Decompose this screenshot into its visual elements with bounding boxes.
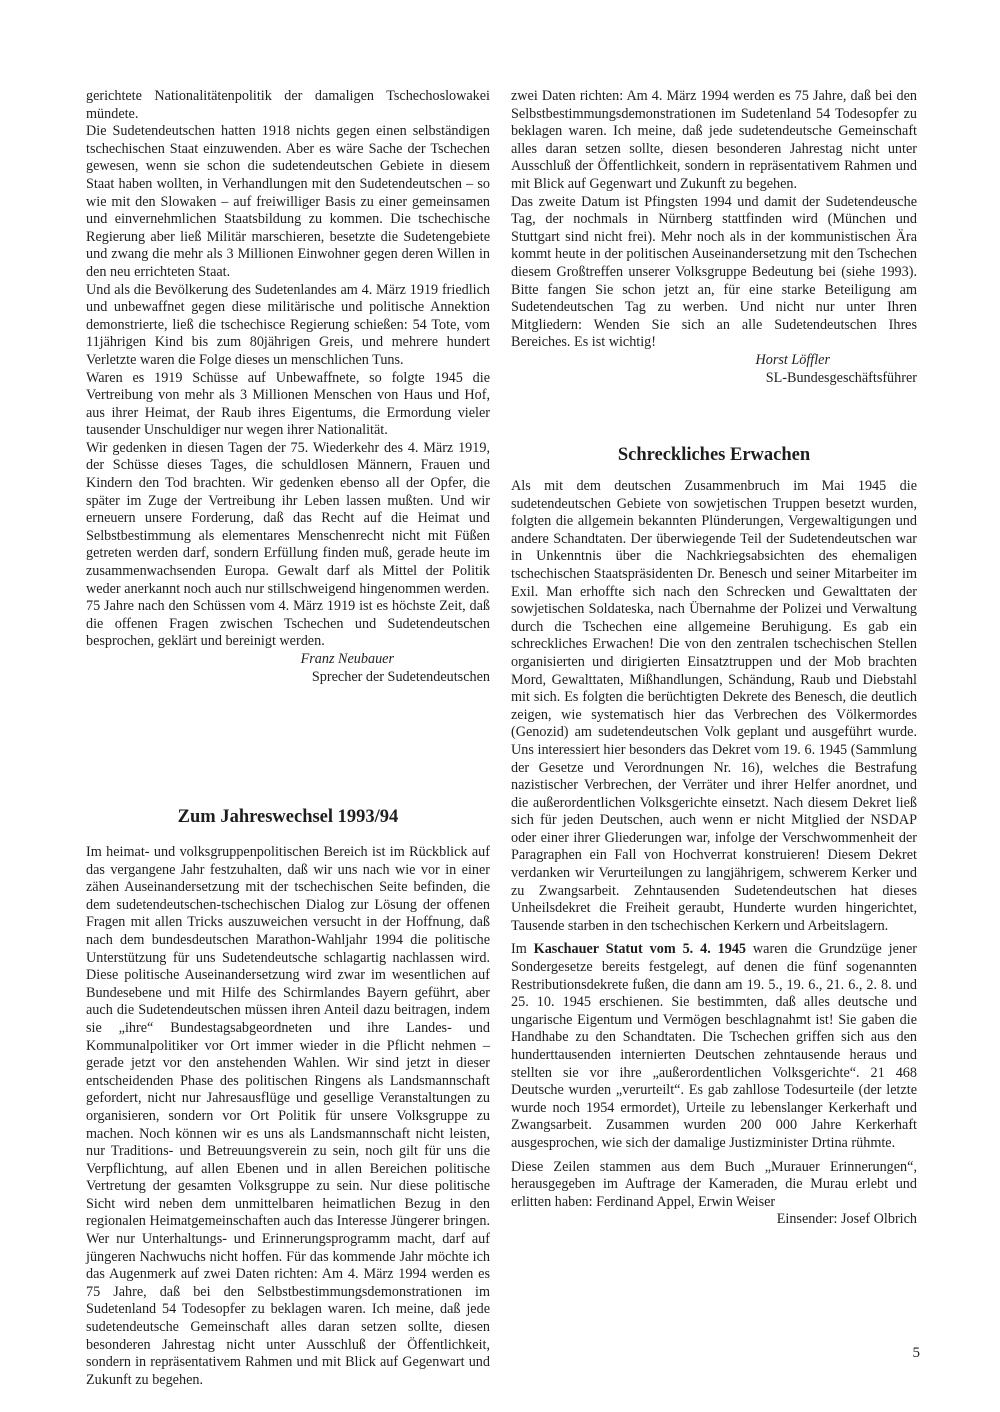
text: waren die Grundzüge jener Sondergesetze bereits festgelegt, auf denen die fünf sogenannten Restributionsdekrete fußen, die dann am 19. 5., 19. 6., 21. 6., 2. 8. und 25. 10. 1945 erschienen. Sie bestimmten, daß alles deutsche und ungarische Eigentum und Vermögen beschlagnahmt ist! Sie gaben die Handhabe zu den Schandtaten. Die Tschechen griffen sich aus den hunderttausenden internierten Deutschen zehntausende heraus und stellten sie vor ihre „außerordentlichen Volksgerichte“. 21 468 Deutsche wurden „verurteilt“. Es gab zahllose Todesurteile (der letzte wurde noch 1954 ermordet), Urteile zu lebenslanger Kerkerhaft und Zwangsarbeit. Zusammen wurden 200 000 Jahre Kerkerhaft ausgesprochen, wie sich der damalige Justizminister Drtina rühmte. (511, 941, 917, 1151)
sender: Einsender: Josef Olbrich (776, 1211, 917, 1228)
paragraph: Waren es 1919 Schüsse auf Unbewaffnete, so folgte 1945 die Vertreibung von mehr als 3 Millionen Menschen von Haus und Hof, aus ihrer Heimat, der Raub ihres Eigentums, die Ermordung vieler tausender Unschuldiger nur wegen ihrer Nationalität. (86, 369, 490, 439)
jahreswechsel-body-right (511, 88, 917, 387)
paragraph: Als mit dem deutschen Zusammenbruch im Mai 1945 die sudetendeutschen Gebiete von sowjetischen Truppen besetzt wurden, folgten die allgemein bekannten Plünderungen, Vergewaltigungen und andere Schandtaten. Der überwiegende Teil der Sudetendeutschen war in Unkenntnis über die Nachkriegsabsichten des ehemaligen tschechischen Staatspräsidenten Dr. Benesch und seiner Mitarbeiter im Exil. Man erhoffte sich nach den Schrecken und Gewalttaten der sowjetischen Soldateska, nach Übernahme der Polizei und Verwaltung durch die Tschechen eine allgemeine Beruhigung. Es gab ein schreckliches Erwachen! Die von den zentralen tschechischen Stellen organisierten und dirigierten Einsatztruppen und der Mob brachten Mord, Gewalttaten, Mißhandlungen, Schändung, Raub und Diebstahl mit sich. Es folgten die berüchtigten Dekrete des Benesch, die deutlich zeigen, wie systematisch hier das Verbrechen des Völkermordes (Genozid) am sudetendeutschen Volk geplant und ausgeführt wurde. Uns interessiert hier besonders das Dekret vom 19. 6. 1945 (Sammlung der Gesetze und Verordnungen Nr. 16), welches die Bestrafung nazistischer Verbrechen, der Verräter und ihrer Helfer anordnet, und die außerordentlichen Volksgerichte einsetzt. Nach diesem Dekret ließ sich für jeden Deutschen, auch wenn er nicht Mitglied der NSDAP oder einer ihrer Gliederungen war, infolge der Verschwommenheit der Paragraphen ein Fall von Hochverrat konstruieren! Diesem Dekret verdanken wir Verurteilungen zu langjährigem, schwerem Kerker und zu Zwangsarbeit. Zehntausenden Sudetendeutschen hat dieses Unheilsdekret die Freiheit geraubt, Hunderte wurden hingerichtet, Tausende starben in den tschechischen Kerkern und Arbeitslagern. (511, 478, 917, 934)
paragraph: Die Sudetendeutschen hatten 1918 nichts gegen einen selbständigen tschechischen Staat einzuwenden. Aber es wäre Sache der Tschechen gewesen, wenn sie schon die sudetendeutschen Gebiete in diesem Staat haben wollten, in Verhandlungen mit den Sudetendeutschen – so wie mit den Slowaken – auf freiwilliger Basis zu einer gemeinsamen und einvernehmlichen Staatsbildung zu kommen. Die tschechische Regierung aber ließ Militär marschieren, besetzte die Sudetengebiete und zwang die mehr als 3 Millionen Einwohner gegen deren Willen in den neu errichteten Staat. (86, 123, 490, 280)
paragraph (511, 941, 917, 1152)
text: Im (511, 941, 534, 958)
paragraph: gerichtete Nationalitätenpolitik der damaligen Tschechoslowakei mündete. (86, 88, 490, 122)
paragraph: Wir gedenken in diesen Tagen der 75. Wiederkehr des 4. März 1919, der Schüsse dieses Tages, die schuldlosen Männern, Frauen und Kindern den Tod brachten. Wir gedenken ebenso all der Opfer, die später im Zuge der Vertreibung ihr Leben lassen mußten. Und wir erneuern unsere Forderung, daß das Recht auf die Heimat und Selbstbestimmung als elementares Menschenrecht nicht mit Füßen getreten werden darf, sondern Erfüllung finden muß, gerade heute im zusammenwachsenden Europa. Gewalt darf als Mittel der Politik weder anerkannt noch auch nur stillschweigend hingenommen werden. (86, 439, 490, 597)
paragraph-continued: zwei Daten richten: Am 4. März 1994 werden es 75 Jahre, daß bei den Selbstbestimmungsdemonstrationen im Sudetenland 54 Todesopfer zu beklagen waren. Ich meine, daß jede sudetendeutsche Gemeinschaft alles daran setzen sollte, diesen besonderen Jahrestag nicht unter Ausschluß der Öffentlichkeit, sondern in repräsentativem Rahmen und mit Blick auf Gegenwart und Zukunft zu begehen. (511, 88, 917, 192)
jahreswechsel-body-left (86, 844, 490, 1388)
left-article (86, 88, 490, 686)
signature-role: Sprecher der Sudetendeutschen (311, 668, 490, 685)
page-number: 5 (912, 1345, 920, 1361)
schrecklich-body (511, 478, 917, 1229)
signature-name: Horst Löffler (755, 351, 830, 368)
signature-name: Franz Neubauer (300, 651, 394, 667)
paragraph: Diese Zeilen stammen aus dem Buch „Murauer Erinnerungen“, herausgegeben im Auftrage der Kameraden, die Murau erlebt und erlitten haben: Ferdinand Appel, Erwin Weiser (511, 1158, 917, 1210)
paragraph: Im heimat- und volksgruppenpolitischen Bereich ist im Rückblick auf das vergangene Jahr festzuhalten, daß wir uns nach wie vor in einer zähen Auseinandersetzung mit der tschechischen Seite befinden, die dem sudetendeutschen-tschechischen Dialog zur Lösung der offenen Fragen mit allen Tricks auszuweichen versucht in der Hoffnung, daß nach dem bundesdeutschen Marathon-Wahljahr 1994 die politische Unterstützung für uns Sudetendeutsche schlagartig nachlassen wird. Diese politische Auseinandersetzung wird zwar im wesentlichen auf Bundesebene und mit Hilfe des Schirmlandes Bayern geführt, aber auch die Sudetendeutschen müssen ihren Anteil dazu beitragen, indem sie „ihre“ Bundestagsabgeordneten und ihre Landes- und Kommunalpolitiker vor Ort immer wieder in die Pflicht nehmen – gerade jetzt vor den anstehenden Wahlen. Wir sind jetzt in dieser entscheidenden Phase des politischen Ringens als Landsmannschaft gefordert, nicht nur Jahresausflüge und gesellige Veranstaltungen zu organisieren, sondern vor Ort Politik für unsere Volksgruppe zu machen. Noch können wir es uns als Landsmannschaft nicht leisten, nur Traditions- und Betreuungsverein zu sein, noch gilt für uns die Verpflichtung, auf allen Ebenen und in allen Bereichen politische Vertretung der gesamten Volksgruppe zu sein. Nur diese politische Sicht wird neben dem unmittelbaren heimatlichen Bezug in den regionalen Heimatgemeinschaften auch das Interesse Jüngerer bringen. Wer nur Unterhaltungs- und Erinnerungsprogramm macht, darf auf jüngeren Nachwuchs nicht hoffen. Für das kommende Jahr möchte ich das Augenmerk auf zwei Daten richten: Am 4. März 1994 werden es 75 Jahre, daß bei den Selbstbestimmungsdemonstrationen im Sudetenland 54 Todesopfer zu beklagen waren. Ich meine, daß jede sudetendeutsche Gemeinschaft alles daran setzen sollte, diesen besonderen Jahrestag nicht unter Ausschluß der Öffentlichkeit, sondern in repräsentativem Rahmen und mit Blick auf Gegenwart und Zukunft zu begehen. (86, 844, 490, 1388)
article-title: Zum Jahreswechsel 1993/94 (177, 807, 399, 827)
paragraph: Das zweite Datum ist Pfingsten 1994 und damit der Sudetendeusche Tag, der nochmals in Nürnberg stattfinden wird (München und Stuttgart sind nicht frei). Mehr noch als in der kommunistischen Ära kommt heute in der politischen Auseinandersetzung mit den Tschechen diesem Großtreffen unserer Volksgruppe Bedeutung bei (siehe 1993). Bitte fangen Sie schon jetzt an, für eine starke Beteiligung am Sudetendeutschen Tag zu werben. Und nicht nur unter Ihren Mitgliedern: Wenden Sie sich an alle Sudetendeutschen Ihres Bereiches. Es ist wichtig! (511, 193, 917, 351)
article-title: Schreckliches Erwachen (617, 445, 811, 465)
paragraph: 75 Jahre nach den Schüssen vom 4. März 1919 ist es höchste Zeit, daß die offenen Fragen zwischen Tschechen und Sudetendeutschen besprochen, geklärt und bereinigt werden. (86, 598, 490, 650)
bold-text: Kaschauer Statut vom 5. 4. 1945 (533, 941, 747, 958)
paragraph: Und als die Bevölkerung des Sudetenlandes am 4. März 1919 friedlich und unbewaffnet gegen diese militärische und politische Annektion demonstrierte, ließ die tschechisce Regierung schießen: 54 Tote, vom 11jährigen Kind bis zum 80jährigen Greis, und mehrere hundert Verletzte waren die Folge dieses un menschlichen Tuns. (86, 281, 490, 368)
signature-role: SL-Bundesgeschäftsführer (765, 369, 917, 386)
